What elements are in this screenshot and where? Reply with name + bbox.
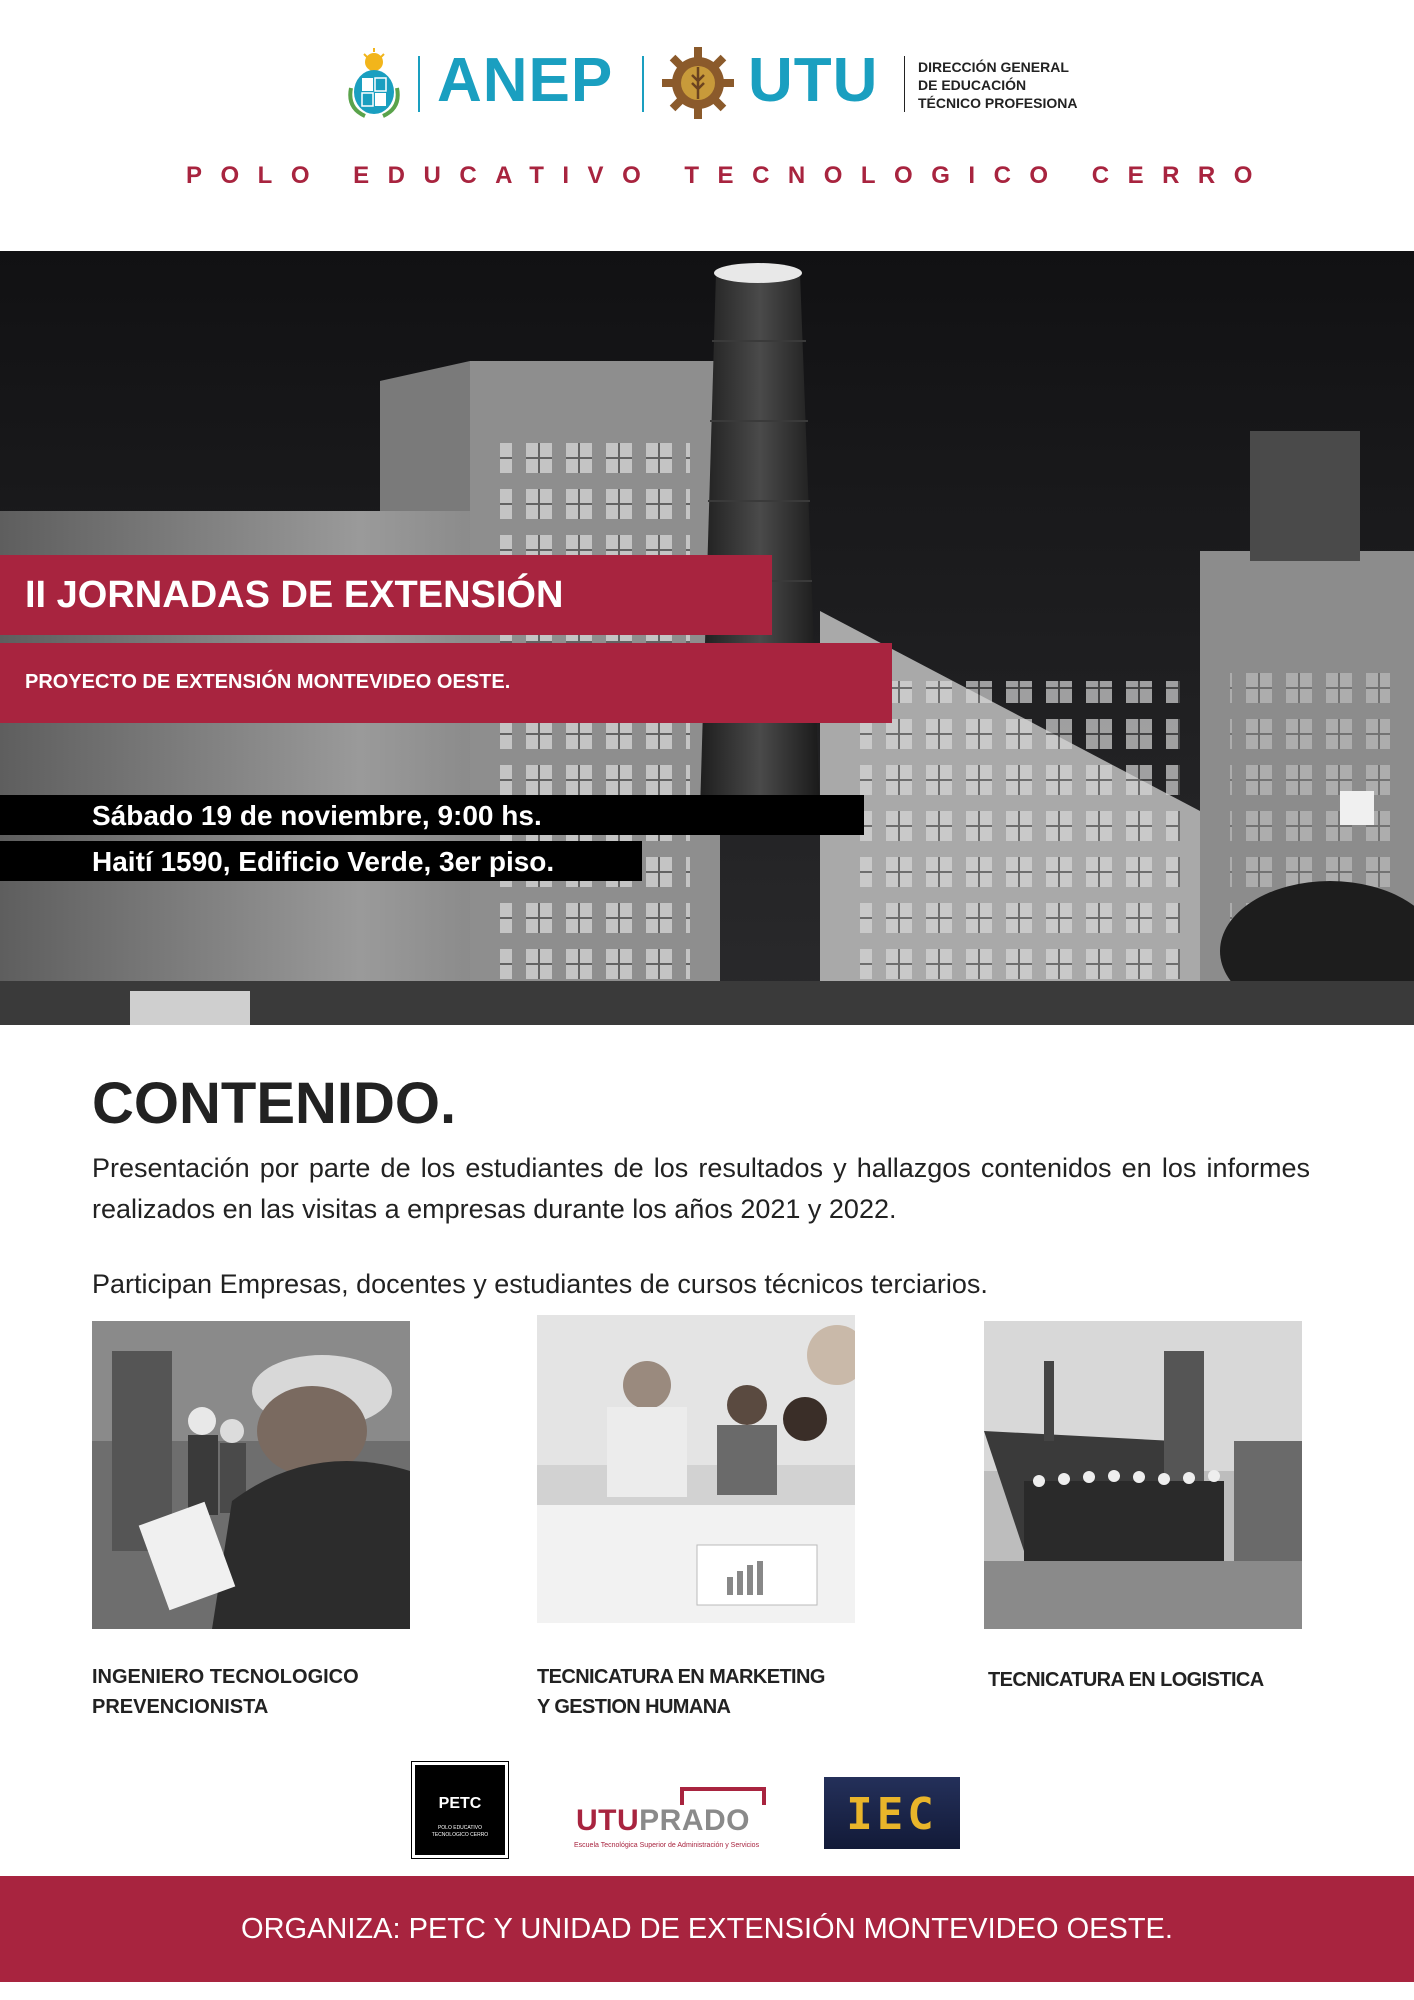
photo-workers-with-helmets: [92, 1321, 410, 1629]
header-logos: [0, 40, 1414, 130]
event-date: Sábado 19 de noviembre, 9:00 hs.: [92, 800, 542, 831]
course-caption: [537, 1662, 825, 1722]
petc-subline: POLO EDUCATIVO: [437, 1825, 483, 1831]
event-title-band: [0, 555, 772, 635]
petc-subline: TECNOLOGICO CERRO: [431, 1832, 489, 1838]
utu-logo-text: UTU: [748, 46, 879, 115]
dgetp-label: [918, 58, 1077, 112]
utuprado-logo-text: [576, 1804, 750, 1838]
logo-separator: [904, 56, 905, 112]
event-subtitle-band: [0, 643, 892, 723]
anep-logo-text: ANEP: [437, 46, 614, 115]
photo-group-at-port: [984, 1321, 1302, 1629]
industrial-building-night-image: [0, 251, 1414, 1025]
logo-separator: [418, 56, 420, 112]
event-subtitle: PROYECTO DE EXTENSIÓN MONTEVIDEO OESTE.: [25, 671, 511, 693]
logo-separator: [642, 56, 644, 112]
utuprado-logo-part: PRADO: [639, 1804, 750, 1837]
event-title: II JORNADAS DE EXTENSIÓN: [25, 574, 564, 616]
event-place: Haití 1590, Edificio Verde, 3er piso.: [92, 846, 555, 877]
course-caption: [988, 1665, 1264, 1695]
dgetp-line: DIRECCIÓN GENERAL: [918, 59, 1069, 75]
course-caption-line: INGENIERO TECNOLOGICO: [92, 1666, 359, 1688]
utu-gear-emblem-icon: [660, 45, 736, 121]
hero-photo: [0, 251, 1414, 1025]
footer-text: ORGANIZA: PETC Y UNIDAD DE EXTENSIÓN MONTEVIDEO OESTE.: [241, 1913, 1173, 1945]
utuprado-subtext: Escuela Tecnológica Superior de Administración y Servicios: [574, 1842, 760, 1849]
course-caption-line: TECNICATURA EN LOGISTICA: [988, 1669, 1264, 1691]
utuprado-logo-part: UTU: [576, 1804, 640, 1837]
footer-band: [0, 1876, 1414, 1982]
iec-logo-text: IEC: [846, 1789, 938, 1840]
course-caption-line: TECNICATURA EN MARKETING: [537, 1666, 825, 1688]
participants-paragraph: Participan Empresas, docentes y estudiantes de cursos técnicos terciarios.: [92, 1269, 988, 1299]
event-place-band: [0, 841, 642, 881]
event-date-band: [0, 795, 864, 835]
course-caption: [92, 1662, 359, 1722]
institution-name: POLO EDUCATIVO TECNOLOGICO CERRO: [186, 162, 1271, 189]
petc-logo-text: PETC: [438, 1795, 482, 1812]
uruguay-coat-of-arms-icon: [345, 48, 403, 120]
photo-team-meeting: [537, 1315, 855, 1623]
dgetp-line: TÉCNICO PROFESIONA: [918, 95, 1078, 111]
utuprado-logo: [570, 1782, 770, 1862]
petc-logo-subtext: [415, 1825, 505, 1839]
dgetp-line: DE EDUCACIÓN: [918, 77, 1027, 93]
course-caption-line: Y GESTION HUMANA: [537, 1696, 731, 1718]
iec-logo: [824, 1777, 960, 1849]
course-caption-line: PREVENCIONISTA: [92, 1696, 269, 1718]
petc-logo: [412, 1762, 508, 1858]
description-paragraph: Presentación por parte de los estudiantes de los resultados y hallazgos contenidos en los informes realizados en las visitas a empresas durante los años 2021 y 2022.: [92, 1153, 1310, 1224]
section-title: CONTENIDO.: [92, 1071, 457, 1136]
